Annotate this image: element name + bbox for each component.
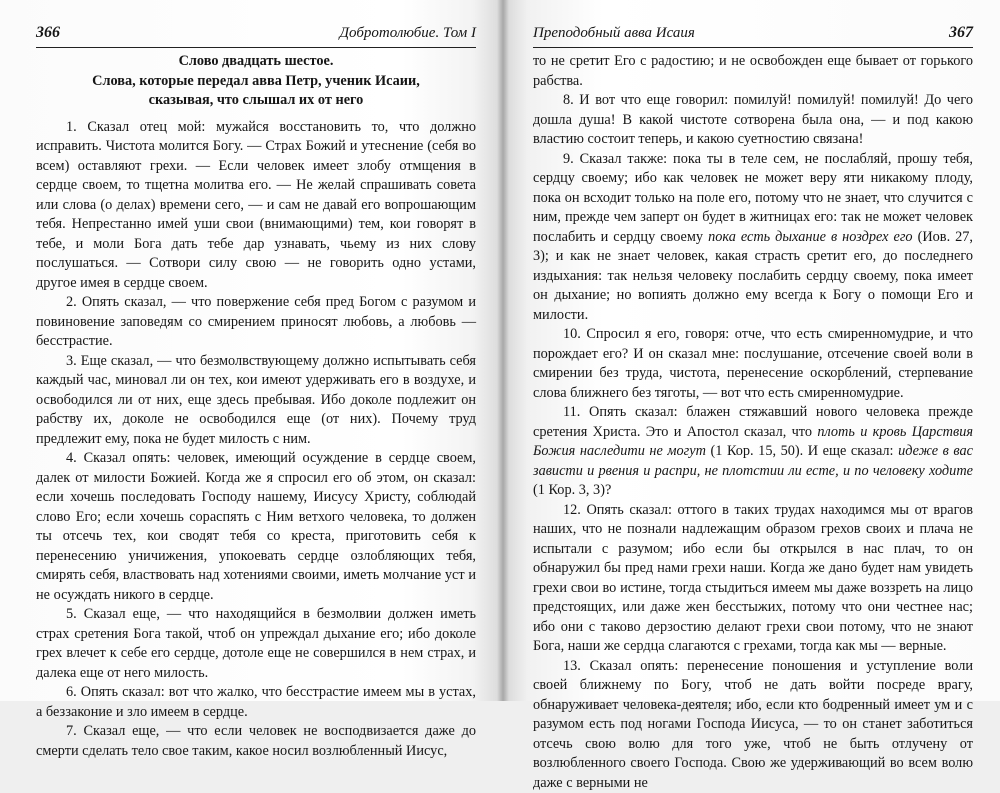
- right-running-title: Преподобный авва Исаия: [533, 25, 695, 42]
- left-page-text: [36, 52, 476, 761]
- left-page: [0, 0, 503, 701]
- left-header-rule: [36, 47, 476, 48]
- right-header-rule: [533, 47, 973, 48]
- chapter-title-line-1: Слово двадцать шестое.: [36, 52, 476, 72]
- chapter-heading: [36, 52, 476, 111]
- left-running-title: Добротолюбие. Том I: [339, 25, 476, 42]
- paragraph-11-scripture-quote-1: плоть и кровь Царствия Божия наследити не могут: [533, 424, 973, 460]
- left-page-number: 366: [36, 24, 60, 42]
- paragraph-9-part-a: 9. Сказал также: пока ты в теле сем, не послабляй, прошу тебя, сердцу своему; ибо как человек не может веру яти никакому плоду, пока он всходит только на поле его, потому что не знает, что случится с ним, прежде чем заперт он будет в житницах его: так не может человек послабить и сердцу своему: [533, 151, 973, 245]
- paragraph-2: 2. Опять сказал, — что повержение себя пред Богом с разумом и повиновение заповедям со смирением приносят любовь, а любовь — бесстрастие.: [36, 293, 476, 352]
- paragraph-11-part-b: (1 Кор. 15, 50). И еще сказал:: [710, 443, 893, 459]
- book-gutter-shadow: [497, 0, 509, 701]
- paragraph-11-part-a: 11. Опять сказал: блажен стяжавший нового человека прежде сретения Христа. Это и Апостол сказал, что: [533, 404, 973, 440]
- chapter-title-line-3: сказывая, что слышал их от него: [36, 91, 476, 111]
- paragraph-8: 8. И вот что еще говорил: помилуй! помилуй! помилуй! До чего дошла душа! В какой чистоте сотворена была она, — и под какою властию состоит теперь, и какою суетностию связана!: [533, 91, 973, 150]
- paragraph-1: 1. Сказал отец мой: мужайся восстановить то, что должно исправить. Чистота молится Богу. — Страх Божий и утеснение (себя во всем) оставляют грехи. — Если человек имеет злобу отмщения в сердце своем, то тщетна молитва его. — Не желай спрашивать совета или слова (о делах) времени сего, — и сам не давай его вопрошающим тебя. Непрестанно имей уши свои (внимающими) тем, кои говорят в тебе, и моли Бога дать тебе дар узнавать, чьему из них слову послушаться. — Сотвори силу свою — не говорить одно устами, другое имея в сердце своем.: [36, 118, 476, 294]
- paragraph-5: 5. Сказал еще, — что находящийся в безмолвии должен иметь страх сретения Бога такой, чтоб он упреждал дыхание его; ибо доколе грех влечет к себе его сердце, дотоле еще не совершился в нем страх, и далека еще от него милость.: [36, 605, 476, 683]
- paragraph-13: 13. Сказал опять: перенесение поношения и уступление воли своей ближнему по Богу, чтоб не дать войти посреде врагу, обнаруживает человека-деятеля; ибо, если кто бодренный имеет ум и с разумом есть под ногами Господа Иисуса, — то он станет заботиться отсечь свою волю для того уже, чтоб не быть отлучену от возлюбленного своего Господа. Свою же удерживающий во всем волю даже с верными не: [533, 657, 973, 793]
- paragraph-7-continuation: то не сретит Его с радостию; и не освобожден еще бывает от горького рабства.: [533, 52, 973, 91]
- paragraph-9-scripture-quote: пока есть дыхание в ноздрех его: [708, 229, 913, 245]
- right-running-head: [533, 24, 973, 44]
- paragraph-12: 12. Опять сказал: оттого в таких трудах находимся мы от врагов наших, что не познали надлежащим образом грехов своих и плача не испытали с разумом; ибо если бы открылся в нас плач, то он обнаружил бы пред нами грехи наши. Когда же дано будет нам увидеть грехи свои во истине, тогда стыдиться имеем мы даже воззреть на лицо предстоящих, или даже жен бесстыжих, потому что они честнее нас; ибо они с таково дерзостию делают грехи свои потому, что не знают Бога, наши же сердца слагаются с грехами, тогда как мы — верные.: [533, 501, 973, 657]
- left-running-head: [36, 24, 476, 44]
- paragraph-10: 10. Спросил я его, говоря: отче, что есть смиренномудрие, и что порождает его? И он сказал мне: послушание, отсечение своей воли в смирении без труда, чистота, перенесение оскорблений, стерпевание слова ближнего без тяготы, — вот что есть смиренномудрие.: [533, 325, 973, 403]
- right-page-text: [533, 52, 973, 793]
- chapter-title-line-2: Слова, которые передал авва Петр, ученик Исаии,: [36, 72, 476, 92]
- paragraph-7: 7. Сказал еще, — что если человек не восподвизается даже до смерти сделать тело свое таким, какое носил возлюбленный Иисус,: [36, 722, 476, 761]
- right-page: [503, 0, 1000, 701]
- right-page-number: 367: [949, 24, 973, 42]
- paragraph-6: 6. Опять сказал: вот что жалко, что бесстрастие имеем мы в устах, а беззаконие и зло имеем в сердце.: [36, 683, 476, 722]
- paragraph-11-scripture-quote-2: идеже в вас зависти и рвения и распри, не плотстии ли есте, и по человеку ходите: [533, 443, 973, 479]
- paragraph-11: [533, 403, 973, 501]
- paragraph-9-part-b: (Иов. 27, 3); и как не знает человек, какая страсть сретит его, до последнего издыхания: так нельзя человеку послабить сердцу своему, пока имеет он дыхание; но вопиять должно ему всегда к Богу о помощи Его и милости.: [533, 229, 973, 323]
- paragraph-11-part-c: (1 Кор. 3, 3)?: [533, 482, 611, 498]
- paragraph-9: [533, 150, 973, 326]
- paragraph-4: 4. Сказал опять: человек, имеющий осуждение в сердце своем, далек от милости Божией. Когда же я спросил его об этом, он сказал: если хочешь последовать Господу нашему, Иисусу Христу, соблюдай слово Его; если хочешь сораспять с Ним ветхого человека, то должен ты отсечь тех, кои сводят тебя со креста, приготовить себя к перенесению уничижения, упокоевать сердце озлобляющих тебя, смирять себя, властвовать над хотениями своими, иметь молчание уст и не осуждать никого в сердце.: [36, 449, 476, 605]
- paragraph-3: 3. Еще сказал, — что безмолвствующему должно испытывать себя каждый час, миновал ли он тех, кои имеют удерживать его в воздухе, и освободился ли от них, еще здесь пребывая. Ибо доколе подлежит он рабству их, доколе не освободился еще (от них). Почему труд предлежит ему, пока не будет милость с ним.: [36, 352, 476, 450]
